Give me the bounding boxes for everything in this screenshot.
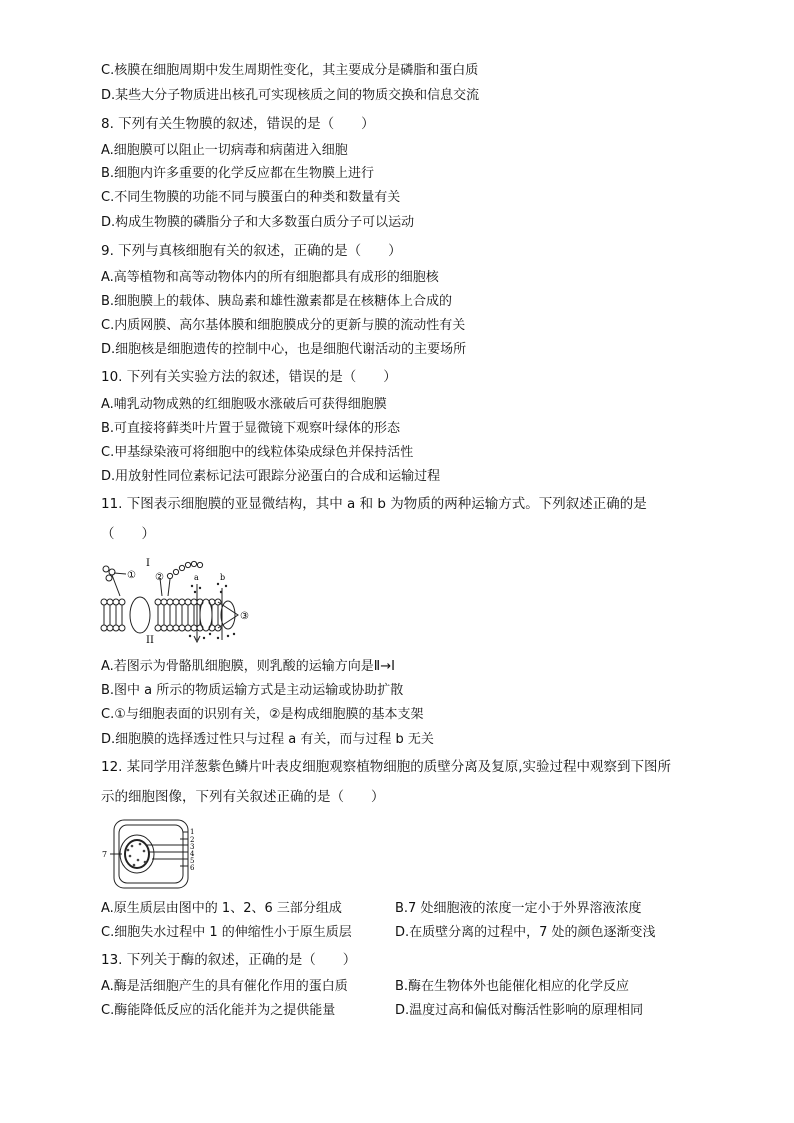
q11-option-d: D.细胞膜的选择透过性只与过程 a 有关，而与过程 b 无关 xyxy=(101,732,434,747)
q10-option-a: A.哺乳动物成熟的红细胞吸水涨破后可获得细胞膜 xyxy=(101,397,387,412)
q9-option-b: B.细胞膜上的载体、胰岛素和雄性激素都是在核糖体上合成的 xyxy=(101,294,453,309)
q7-option-c: C.核膜在细胞周期中发生周期性变化，其主要成分是磷脂和蛋白质 xyxy=(101,63,479,78)
fig12-label-3: 3 xyxy=(190,843,195,851)
fig11-label-bottom: II xyxy=(146,635,154,644)
q13-option-d: D.温度过高和偏低对酶活性影响的原理相同 xyxy=(395,1003,644,1018)
fig11-label-b: b xyxy=(220,573,226,582)
q11-option-c: C.①与细胞表面的识别有关，②是构成细胞膜的基本支架 xyxy=(101,707,424,722)
q11-stem-line2: （ ） xyxy=(101,526,155,542)
fig11-label-2: ② xyxy=(155,572,164,583)
q9-option-d: D.细胞核是细胞遗传的控制中心，也是细胞代谢活动的主要场所 xyxy=(101,342,467,357)
q12-option-d: D.在质壁分离的过程中，7 处的颜色逐渐变浅 xyxy=(395,925,656,940)
q12-option-a: A.原生质层由图中的 1、2、6 三部分组成 xyxy=(101,901,342,916)
q10-option-c: C.甲基绿染液可将细胞中的线粒体染成绿色并保持活性 xyxy=(101,445,414,460)
q8-option-c: C.不同生物膜的功能不同与膜蛋白的种类和数量有关 xyxy=(101,190,401,205)
q7-option-d: D.某些大分子物质进出核孔可实现核质之间的物质交换和信息交流 xyxy=(101,88,480,103)
q13-option-c: C.酶能降低反应的活化能并为之提供能量 xyxy=(101,1003,336,1018)
q11-option-b: B.图中 a 所示的物质运输方式是主动运输或协助扩散 xyxy=(101,683,404,698)
q9-option-a: A.高等植物和高等动物体内的所有细胞都具有成形的细胞核 xyxy=(101,270,439,285)
q8-option-a: A.细胞膜可以阻止一切病毒和病菌进入细胞 xyxy=(101,143,348,158)
fig12-label-1: 1 xyxy=(190,828,195,836)
q9-stem: 9. 下列与真核细胞有关的叙述，正确的是（ ） xyxy=(101,243,402,259)
q10-option-b: B.可直接将藓类叶片置于显微镜下观察叶绿体的形态 xyxy=(101,421,401,436)
q11-stem-line1: 11. 下图表示细胞膜的亚显微结构，其中 a 和 b 为物质的两种运输方式。下列叙述正确的是 xyxy=(101,496,647,512)
q12-stem-line1: 12. 某同学用洋葱紫色鳞片叶表皮细胞观察植物细胞的质壁分离及复原,实验过程中观察到下图所 xyxy=(101,759,672,775)
fig12-label-2: 2 xyxy=(190,836,195,844)
q12-option-c: C.细胞失水过程中 1 的伸缩性小于原生质层 xyxy=(101,925,352,940)
q13-option-a: A.酶是活细胞产生的具有催化作用的蛋白质 xyxy=(101,979,348,994)
q9-option-c: C.内质网膜、高尔基体膜和细胞膜成分的更新与膜的流动性有关 xyxy=(101,318,466,333)
fig12-label-6: 6 xyxy=(190,864,195,872)
fig11-label-1: ① xyxy=(127,570,136,581)
fig12-label-4: 4 xyxy=(190,850,195,858)
q12-stem-line2: 示的细胞图像，下列有关叙述正确的是（ ） xyxy=(101,789,385,805)
fig11-label-top: I xyxy=(146,558,150,569)
q13-stem: 13. 下列关于酶的叙述，正确的是（ ） xyxy=(101,952,357,968)
q13-option-b: B.酶在生物体外也能催化相应的化学反应 xyxy=(395,979,630,994)
fig12-label-5: 5 xyxy=(190,857,195,865)
plasmolysis-cell-figure xyxy=(100,818,200,890)
q8-option-d: D.构成生物膜的磷脂分子和大多数蛋白质分子可以运动 xyxy=(101,215,415,230)
q10-stem: 10. 下列有关实验方法的叙述，错误的是（ ） xyxy=(101,369,397,385)
fig11-label-3: ③ xyxy=(240,611,249,622)
cell-membrane-figure xyxy=(100,556,260,644)
fig12-label-7: 7 xyxy=(102,850,108,859)
q8-option-b: B.细胞内许多重要的化学反应都在生物膜上进行 xyxy=(101,166,375,181)
q8-stem: 8. 下列有关生物膜的叙述，错误的是（ ） xyxy=(101,116,375,132)
q10-option-d: D.用放射性同位素标记法可跟踪分泌蛋白的合成和运输过程 xyxy=(101,469,441,484)
q11-option-a: A.若图示为骨骼肌细胞膜，则乳酸的运输方向是Ⅱ→Ⅰ xyxy=(101,659,395,674)
q12-option-b: B.7 处细胞液的浓度一定小于外界溶液浓度 xyxy=(395,901,642,916)
fig11-label-a: a xyxy=(194,573,199,582)
